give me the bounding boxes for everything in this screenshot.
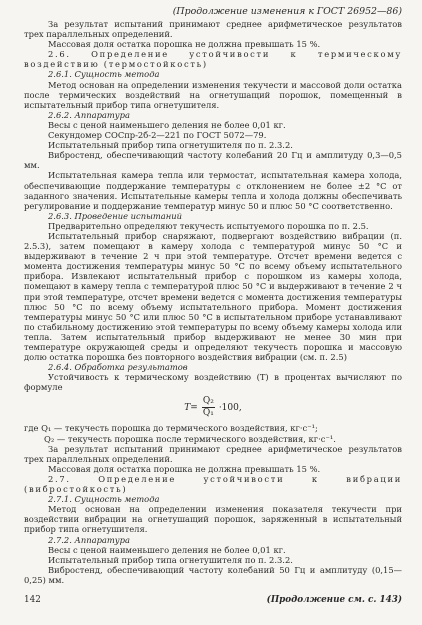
page-number: 142 bbox=[24, 595, 41, 605]
paragraph: Массовая доля остатка порошка не должна превышать 15 %. bbox=[48, 463, 321, 474]
paragraph: Предварительно определяют текучесть испытуемого порошка по п. 2.5. bbox=[48, 220, 369, 231]
paragraph: Метод основан на определении изменения текучести и массовой доли остатка после термических воздействий на огнетушащий порошок, помещенный в испытательный прибор типа огнетушителя. bbox=[24, 79, 402, 110]
subsection-heading: 2.7.2. Аппаратура bbox=[48, 534, 130, 545]
paragraph: Испытательная камера тепла или термостат, испытательная камера холода, обеспечивающие поддержание температуры с отклонением не более ±2 °С от заданного значения. Испытательные камеры тепла и холода должны обеспечивать регулирование и поддержание температур минус 50 и плюс 50 °С соответственно. bbox=[24, 170, 402, 211]
paragraph: Испытательный прибор типа огнетушителя по п. 2.3.2. bbox=[48, 554, 293, 565]
subsection-heading: 2.7.1. Сущность метода bbox=[48, 494, 160, 505]
section-heading: 2.7. Определение устойчивости к вибрации (вибростойкость) bbox=[24, 473, 402, 495]
paragraph: Массовая доля остатка порошка не должна превышать 15 %. bbox=[48, 39, 321, 50]
paragraph: Метод основан на определении изменения показателя текучести при воздействии вибрации на огнетушащий порошок, заряженный в испытательный прибор типа огнетушителя. bbox=[24, 504, 402, 535]
page-header: (Продолжение изменения к ГОСТ 26952—86) bbox=[172, 6, 402, 17]
formula-lhs: T= bbox=[184, 402, 198, 413]
paragraph: Секундомер СОСпр-2б-2—221 по ГОСТ 5072—79. bbox=[48, 130, 267, 141]
paragraph: За результат испытаний принимают среднее арифметическое результатов трех параллельных определений. bbox=[24, 19, 402, 40]
paragraph: За результат испытаний принимают среднее арифметическое результатов трех параллельных определений. bbox=[24, 443, 402, 464]
formula-rhs: ·100, bbox=[218, 402, 242, 413]
paragraph: Устойчивость к термическому воздействию (T) в процентах вычисляют по формуле bbox=[24, 372, 402, 393]
section-heading: 2.6. Определение устойчивости к термическому воздействию (термостойкость) bbox=[24, 49, 402, 70]
formula bbox=[24, 396, 402, 419]
paragraph: Вибростенд, обеспечивающий частоту колебаний 50 Гц и амплитуду (0,15—0,25) мм. bbox=[24, 564, 402, 585]
formula-definition: где Q₁ — текучесть порошка до термического воздействия, кг·с⁻¹; bbox=[24, 423, 318, 434]
formula-fraction bbox=[202, 396, 215, 419]
subsection-heading: 2.6.1. Сущность метода bbox=[48, 69, 160, 80]
continuation-note: (Продолжение см. с. 143) bbox=[266, 595, 402, 605]
paragraph: Испытательный прибор снаряжают, подвергают воздействию вибрации (п. 2.5.3), затем помещают в камеру холода с температурой минус 50 °С и выдерживают в течение 2 ч при этой температуре. Отсчет времени ведется с момента достижения температуры минус 50 °С по всему объему испытательного прибора. Извлекают испытательный прибор с порошком из камеры холода, помещают в камеру тепла с температурой плюс 50 °С и выдерживают в течение 2 ч при этой температуре, отсчет времени ведется с момента достижения температуры плюс 50 °С по всему объему испытательного прибора. Момент достижения температуры минус 50 °С или плюс 50 °С в испытательном приборе устанавливают по стабильному достижению этой температуры по всему объему камеры холода или тепла. Затем испытательный прибор выдерживают не менее 30 мин при температуре окружающей среды и определяют текучесть порошка и массовую долю остатка порошка без повторного воздействия вибрации (см. п. 2.5) bbox=[24, 230, 402, 363]
subsection-heading: 2.6.4. Обработка результатов bbox=[48, 362, 188, 373]
page-footer bbox=[24, 595, 402, 605]
formula-denominator: Q₁ bbox=[202, 408, 214, 419]
formula-numerator: Q₂ bbox=[202, 396, 214, 407]
paragraph: Вибростенд, обеспечивающий частоту колебаний 20 Гц и амплитуду 0,3—0,5 мм. bbox=[24, 150, 402, 171]
subsection-heading: 2.6.3. Проведение испытаний bbox=[48, 210, 183, 221]
paragraph: Весы с ценой наименьшего деления не более 0,01 кг. bbox=[48, 119, 286, 130]
formula-definition: Q₂ — текучесть порошка после термического воздействия, кг·с⁻¹. bbox=[44, 433, 336, 444]
paragraph: Испытательный прибор типа огнетушителя по п. 2.3.2. bbox=[48, 140, 293, 151]
subsection-heading: 2.6.2. Аппаратура bbox=[48, 109, 130, 120]
paragraph: Весы с ценой наименьшего деления не более 0,01 кг. bbox=[48, 544, 286, 555]
